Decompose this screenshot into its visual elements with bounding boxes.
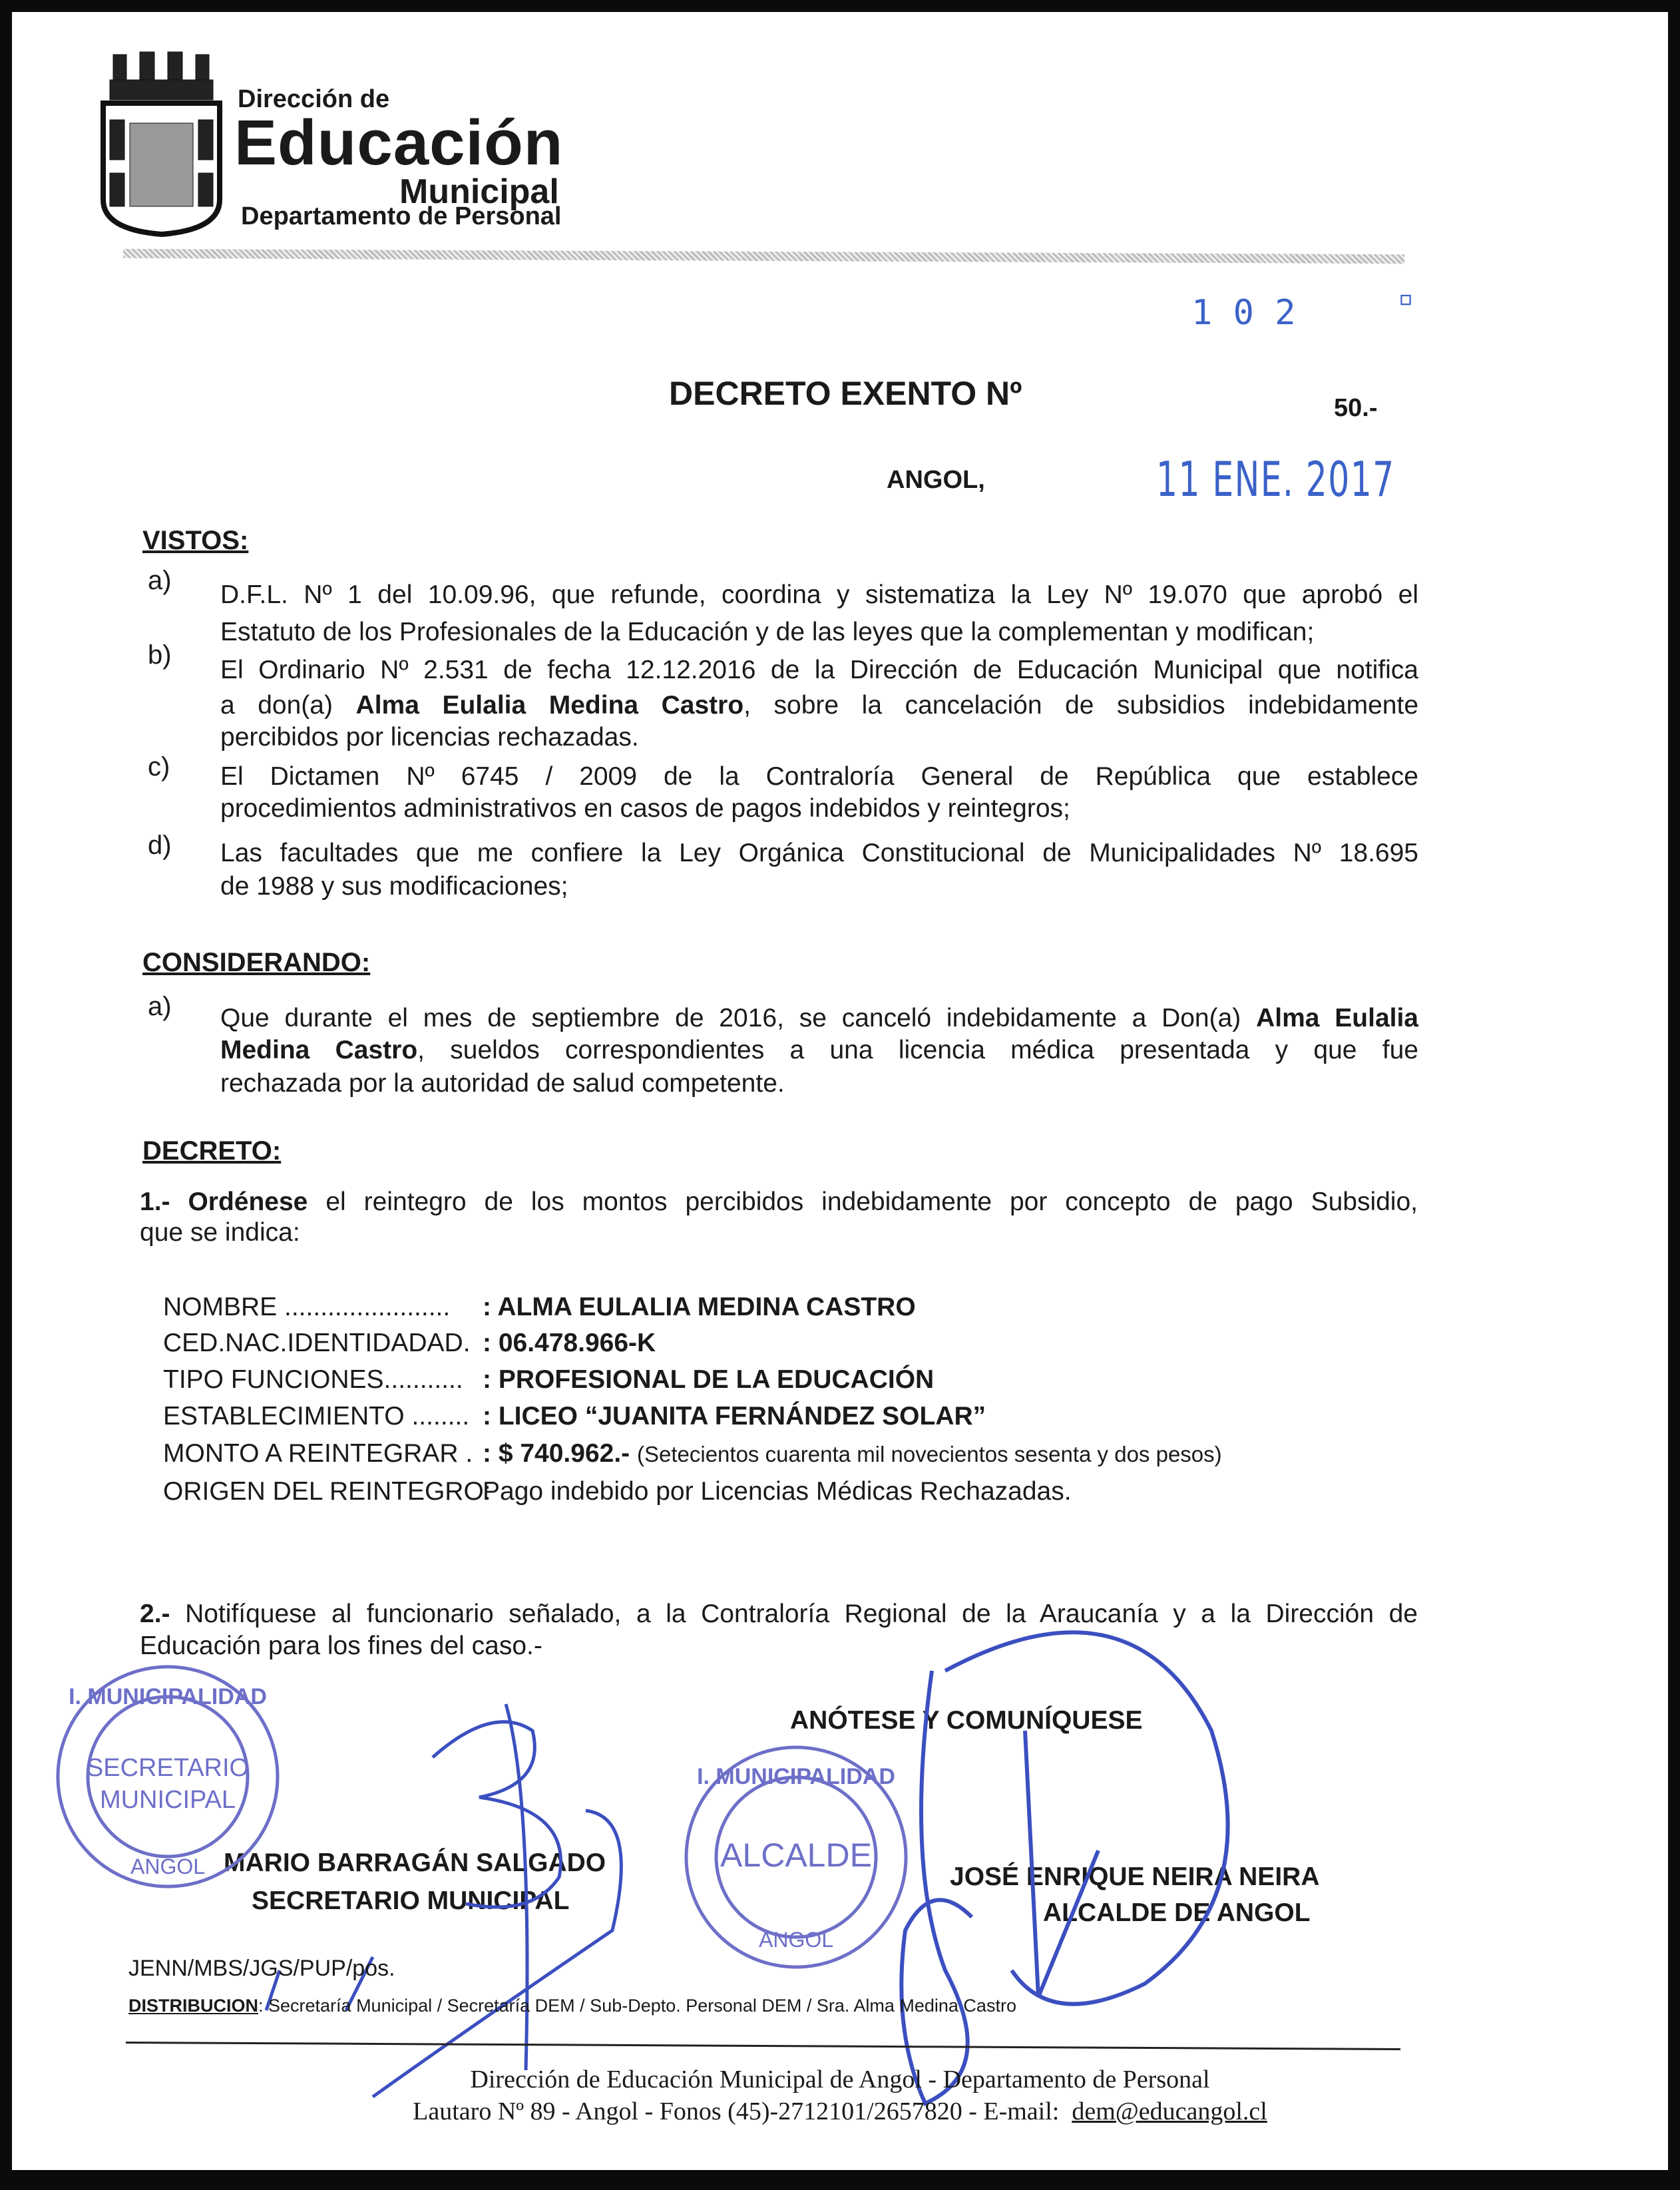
mayor-signature (901, 1632, 1227, 2103)
considerando-line2: Medina Castro, sueldos correspondientes a una licencia médica presentada y que fue (220, 1036, 1418, 1064)
vistos-a-line2: Estatuto de los Profesionales de la Educación y de las leyes que la complementan y modifican; (220, 618, 1315, 646)
decree-title: DECRETO EXENTO Nº (669, 375, 1022, 412)
considerando-line1: Que durante el mes de septiembre de 2016, se canceló indebidamente a Don(a) Alma Eulalia (220, 1004, 1418, 1032)
footer-email-link[interactable]: dem@educangol.cl (1072, 2097, 1267, 2125)
date-stamp: 11 ENE. 2017 (1156, 451, 1395, 507)
item-letter: a) (148, 992, 172, 1021)
secretary-signature (266, 1704, 621, 2097)
stamp-text: ALCALDE (720, 1837, 872, 1874)
table-row: ESTABLECIMIENTO ........ : LICEO “JUANITA FERNÁNDEZ SOLAR” (163, 1402, 986, 1430)
header-municipal: Municipal (399, 172, 559, 211)
item-letter: a) (148, 566, 172, 595)
person-name: Alma Eulalia Medina Castro (355, 691, 744, 720)
vistos-a-line1: D.F.L. Nº 1 del 10.09.96, que refunde, coordina y sistematiza la Ley Nº 19.070 que aprobó el (220, 580, 1418, 609)
place: ANGOL, (887, 466, 985, 494)
vistos-b-line1: El Ordinario Nº 2.531 de fecha 12.12.2016 de la Dirección de Educación Municipal que notifica (220, 656, 1418, 684)
decreto-p2-line1: 2.- Notifíquese al funcionario señalado, a la Contraloría Regional de la Araucanía y a la Dirección de (140, 1600, 1418, 1628)
vistos-heading: VISTOS: (142, 526, 249, 555)
decreto-p1-line1: 1.- Ordénese el reintegro de los montos percibidos indebidamente por concepto de pago Subsidio, (140, 1188, 1418, 1216)
decree-number: 50.- (1334, 394, 1378, 422)
closing-text: ANÓTESE Y COMUNÍQUESE (790, 1706, 1143, 1735)
vistos-b-line3: percibidos por licencias rechazadas. (220, 723, 639, 752)
vistos-b-line2: a don(a) Alma Eulalia Medina Castro, sobre la cancelación de subsidios indebidamente (220, 691, 1419, 720)
stamp-text: ANGOL (758, 1928, 834, 1952)
stamp-text: SECRETARIO (86, 1754, 250, 1782)
signatory-role: SECRETARIO MUNICIPAL (252, 1886, 570, 1915)
considerando-heading: CONSIDERANDO: (142, 948, 371, 977)
stamp-mark: ▫ (1398, 283, 1414, 314)
decreto-heading: DECRETO: (142, 1136, 282, 1166)
table-row: CED.NAC.IDENTIDADAD. : 06.478.966-K (163, 1329, 656, 1357)
signatory-name: JOSÉ ENRIQUE NEIRA NEIRA (950, 1862, 1320, 1891)
vistos-c-line1: El Dictamen Nº 6745 / 2009 de la Contraloría General de República que establece (220, 762, 1418, 791)
table-row: NOMBRE ....................... : ALMA EULALIA MEDINA CASTRO (163, 1293, 916, 1321)
table-row: ORIGEN DEL REINTEGRO:Pago indebido por Licencias Médicas Rechazadas. (163, 1477, 1072, 1506)
signatory-name: MARIO BARRAGÁN SALGADO (224, 1849, 606, 1877)
stamp-text: I. MUNICIPALIDAD (69, 1684, 267, 1709)
footer-line2: Lautaro Nº 89 - Angol - Fonos (45)-2712101/2657820 - E-mail: dem@educangol.cl (413, 2097, 1267, 2125)
table-row: MONTO A REINTEGRAR . : $ 740.962.- (Setecientos cuarenta mil novecientos sesenta y dos pesos) (163, 1439, 1222, 1468)
header-educacion: Educación (234, 107, 564, 178)
considerando-line3: rechazada por la autoridad de salud competente. (220, 1069, 785, 1098)
header-departamento: Departamento de Personal (241, 202, 562, 230)
decreto-p2-line2: Educación para los fines del caso.- (140, 1632, 542, 1660)
stamp-text: MUNICIPAL (99, 1786, 236, 1814)
item-letter: b) (148, 640, 172, 670)
vistos-c-line2: procedimientos administrativos en casos de pagos indebidos y reintegros; (220, 794, 1070, 823)
stamp-text: ANGOL (130, 1855, 206, 1878)
item-letter: c) (148, 752, 170, 781)
vistos-d-line2: de 1988 y sus modificaciones; (220, 872, 568, 901)
stamp-text: I. MUNICIPALIDAD (697, 1764, 895, 1789)
decreto-p1-line2: que se indica: (140, 1218, 300, 1247)
item-letter: d) (148, 831, 172, 860)
signatory-role: ALCALDE DE ANGOL (1043, 1898, 1311, 1927)
initials: JENN/MBS/JGS/PUP/pos. (128, 1956, 395, 1981)
vistos-d-line1: Las facultades que me confiere la Ley Orgánica Constitucional de Municipalidades Nº 18.695 (220, 839, 1418, 867)
stamp-number: 1 0 2 (1191, 293, 1296, 333)
header-direccion-de: Dirección de (238, 85, 390, 113)
table-row: TIPO FUNCIONES........... : PROFESIONAL DE LA EDUCACIÓN (163, 1365, 935, 1394)
footer-line1: Dirección de Educación Municipal de Angol - Departamento de Personal (470, 2066, 1210, 2093)
distribution-list: DISTRIBUCION: Secretaría Municipal / Secretaría DEM / Sub-Depto. Personal DEM / Sra. Alma Medina Castro (128, 1996, 1016, 2016)
